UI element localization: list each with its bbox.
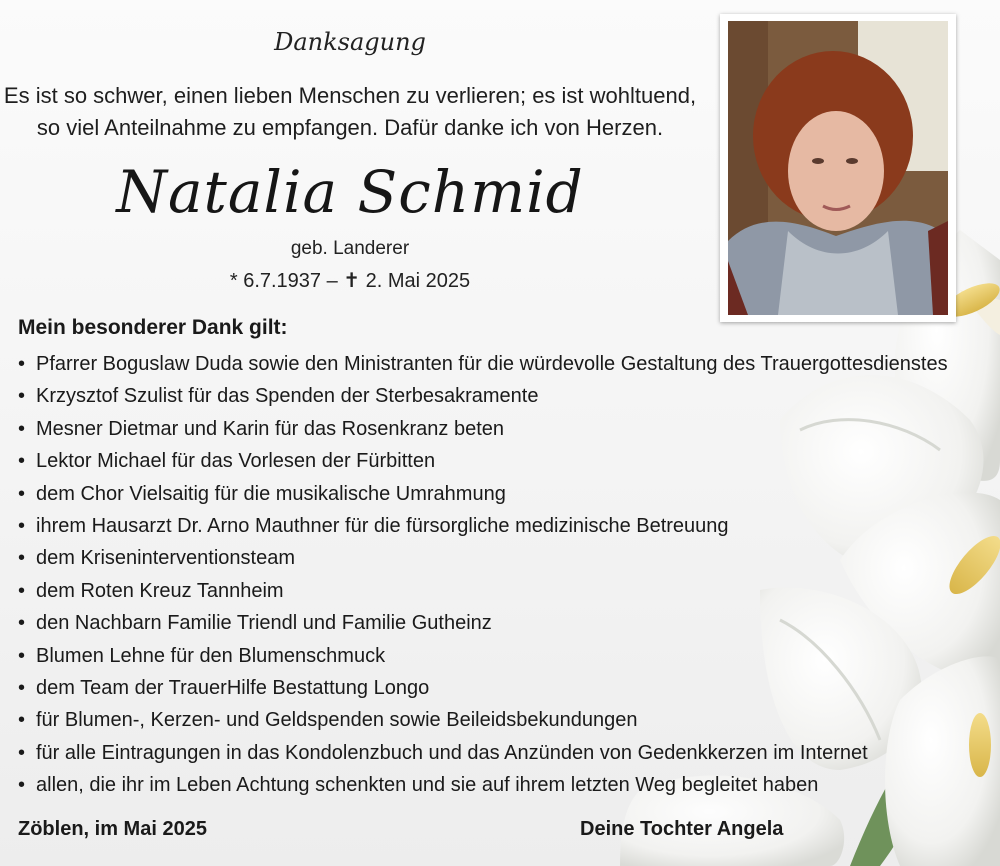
list-item [18, 478, 948, 510]
list-item-text: den Nachbarn Familie Triendl und Familie Gutheinz [36, 612, 492, 635]
deceased-name: Natalia Schmid [116, 158, 584, 226]
list-item [18, 413, 948, 445]
list-item [18, 380, 948, 412]
bullet: • [18, 579, 26, 602]
place-date: Zöblen, im Mai 2025 [18, 818, 207, 840]
bullet: • [18, 774, 26, 797]
maiden-name: geb. Landerer [290, 238, 410, 259]
portrait-frame [720, 14, 956, 322]
list-item [18, 542, 948, 574]
list-item [18, 607, 948, 639]
intro-text [0, 80, 700, 144]
portrait-photo [728, 21, 948, 315]
list-item [18, 348, 948, 380]
list-item [18, 445, 948, 477]
list-item-text: dem Roten Kreuz Tannheim [36, 579, 284, 602]
list-item [18, 769, 948, 801]
list-item-text: für Blumen-, Kerzen- und Geldspenden sowie Beileidsbekundungen [36, 709, 638, 732]
bullet: • [18, 353, 26, 375]
bullet: • [18, 741, 26, 764]
bullet: • [18, 644, 26, 667]
list-item-text: ihrem Hausarzt Dr. Arno Mauthner für die fürsorgliche medizinische Betreuung [36, 514, 729, 537]
bullet: • [18, 385, 26, 408]
life-dates: * 6.7.1937 – ✝ 2. Mai 2025 [229, 270, 471, 292]
bullet: • [18, 709, 26, 732]
list-item-text: dem Kriseninterventionsteam [36, 547, 296, 570]
intro-line-1: Es ist so schwer, einen lieben Menschen zu verlieren; es ist wohltuend, [3, 83, 697, 108]
intro-line-2: so viel Anteilnahme zu empfangen. Dafür danke ich von Herzen. [36, 115, 664, 140]
bullet: • [18, 612, 26, 635]
heading-danksagung: Danksagung [274, 28, 426, 56]
bullet: • [18, 514, 26, 537]
list-item-text: Pfarrer Boguslaw Duda sowie den Ministranten für die würdevolle Gestaltung des Trauergottesdienstes [36, 353, 948, 375]
list-item [18, 672, 948, 704]
bullet: • [18, 676, 26, 699]
list-item-text: Blumen Lehne für den Blumenschmuck [36, 644, 386, 667]
list-item [18, 737, 948, 769]
thanks-list [18, 348, 948, 801]
list-item-text: Krzysztof Szulist für das Spenden der Sterbesakramente [36, 385, 539, 408]
signature: Deine Tochter Angela [580, 818, 784, 840]
list-item-text: Mesner Dietmar und Karin für das Rosenkranz beten [36, 417, 505, 440]
list-item [18, 640, 948, 672]
list-item-text: Lektor Michael für das Vorlesen der Fürbitten [36, 450, 436, 473]
bullet: • [18, 450, 26, 473]
bullet: • [18, 547, 26, 570]
bullet: • [18, 482, 26, 505]
list-item [18, 510, 948, 542]
list-item-text: allen, die ihr im Leben Achtung schenkten und sie auf ihrem letzten Weg begleitet haben [36, 774, 819, 797]
list-item-text: für alle Eintragungen in das Kondolenzbuch und das Anzünden von Gedenkkerzen im Internet [36, 741, 868, 764]
bullet: • [18, 417, 26, 440]
list-item-text: dem Chor Vielsaitig für die musikalische Umrahmung [36, 482, 506, 505]
list-item [18, 704, 948, 736]
list-item-text: dem Team der TrauerHilfe Bestattung Longo [36, 676, 430, 699]
thanks-title: Mein besonderer Dank gilt: [18, 316, 288, 339]
list-item [18, 575, 948, 607]
